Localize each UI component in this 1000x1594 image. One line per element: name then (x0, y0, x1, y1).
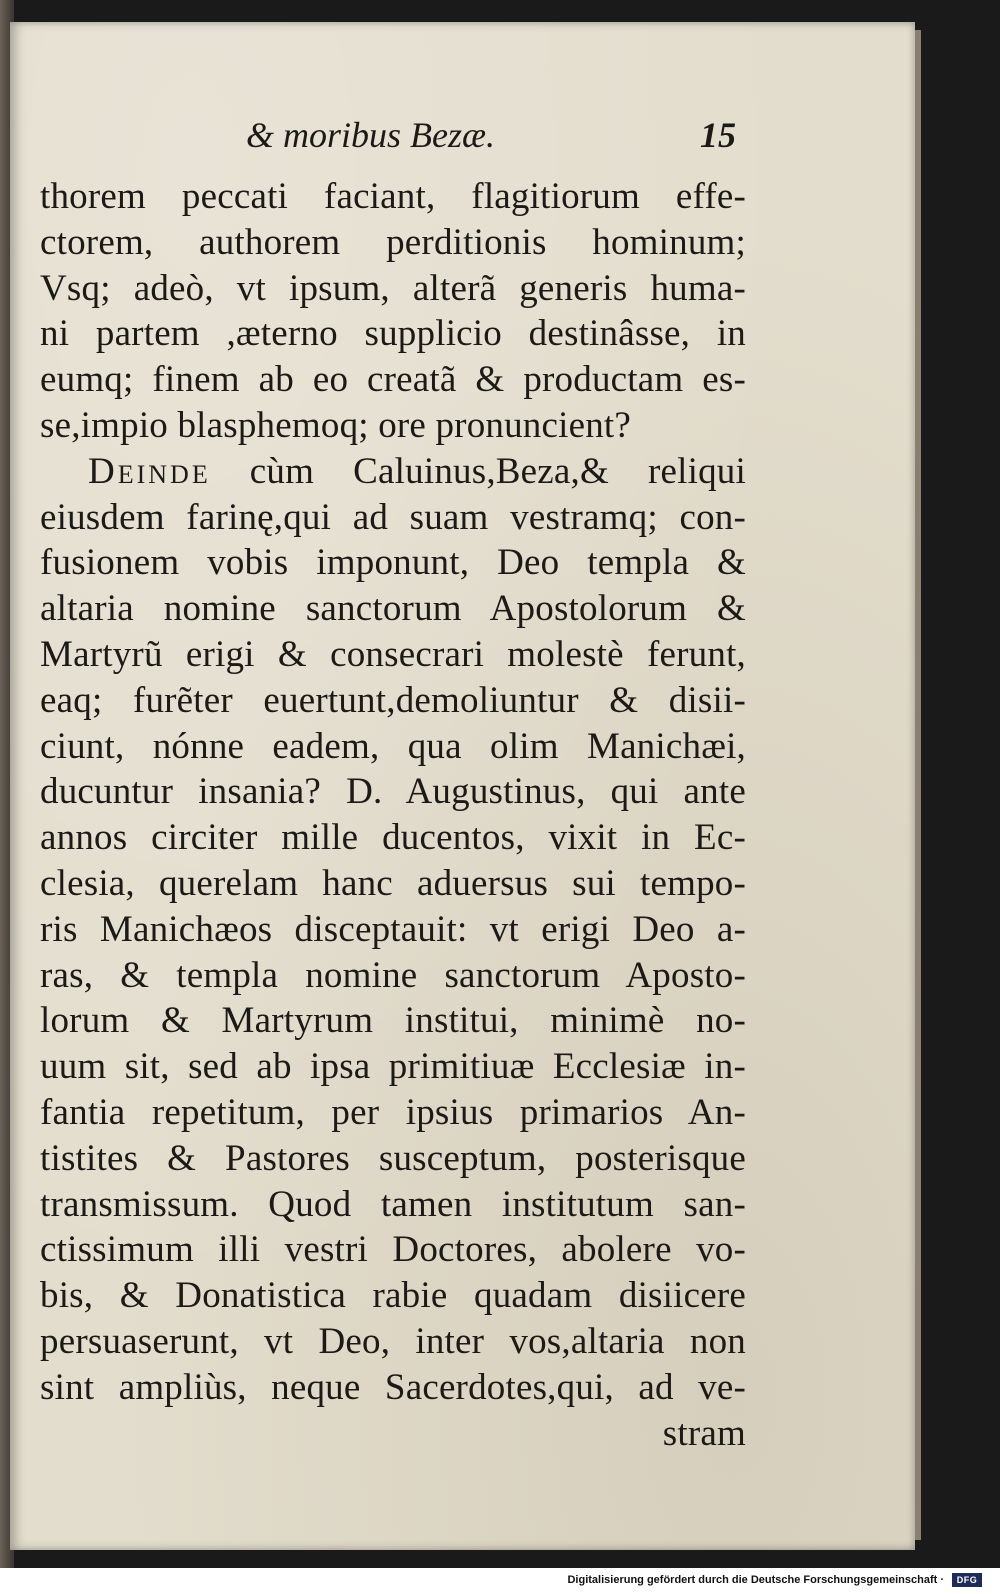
text-line: Martyrũ erigi & consecrari molestè ferunt, (40, 633, 746, 675)
page-number: 15 (700, 115, 736, 155)
text-line: Vsq; adeò, vt ipsum, alterã generis huma- (40, 267, 746, 309)
text-line: ni partem ,æterno supplicio destinâsse, in (40, 313, 746, 355)
page-header (10, 114, 915, 164)
text-line: tistites & Pastores susceptum, posterisque (40, 1137, 746, 1179)
text-line: eiusdem farinę,qui ad suam vestramq; con- (40, 496, 746, 538)
text-line: fusionem vobis imponunt, Deo templa & (40, 542, 746, 584)
digitization-footer (0, 1568, 1000, 1594)
text-line: annos circiter mille ducentos, vixit in Ec- (40, 817, 746, 859)
initial-word: Deinde (88, 450, 211, 492)
text-line: transmissum. Quod tamen institutum san- (40, 1183, 746, 1225)
text-line: persuaserunt, vt Deo, inter vos,altaria non (40, 1320, 746, 1362)
text-line: ciunt, nónne eadem, qua olim Manichæi, (40, 725, 746, 767)
text-line: fantia repetitum, per ipsius primarios An- (40, 1091, 746, 1133)
text-line: ris Manichæos disceptauit: vt erigi Deo a- (40, 908, 746, 950)
text-line: lorum & Martyrum institui, minimè no- (40, 1000, 746, 1042)
text-line: eaq; furẽter euertunt,demoliuntur & disii- (40, 679, 746, 721)
text-line: ducuntur insania? D. Augustinus, qui ante (40, 771, 746, 813)
book-page (10, 22, 915, 1550)
text-line: ctissimum illi vestri Doctores, abolere vo- (40, 1229, 746, 1271)
catchword: stram (662, 1412, 746, 1454)
body-text (40, 174, 746, 1456)
funding-credit: Digitalisierung gefördert durch die Deutsche Forschungsgemeinschaft · (567, 1574, 944, 1586)
text-line: eumq; finem ab eo creatã & productam es- (40, 359, 746, 401)
paragraph-start-line (40, 449, 746, 495)
text-line: ctorem, authorem perditionis hominum; (40, 221, 746, 263)
text-line: thorem peccati faciant, flagitiorum effe- (40, 176, 746, 217)
text-line: uum sit, sed ab ipsa primitiuæ Ecclesiæ in- (40, 1046, 746, 1088)
page-fore-edge (915, 30, 921, 1540)
dfg-logo-icon: DFG (952, 1573, 982, 1587)
text-line: clesia, querelam hanc aduersus sui tempo- (40, 862, 746, 904)
running-title: & moribus Bezæ. (246, 115, 496, 155)
text-line: se,impio blasphemoq; ore pronuncient? (40, 404, 632, 446)
text-line-rest: cùm Caluinus,Beza,& reliqui (249, 450, 746, 492)
text-line: sint ampliùs, neque Sacerdotes,qui, ad ve- (40, 1366, 746, 1408)
text-line: altaria nomine sanctorum Apostolorum & (40, 588, 746, 630)
text-line: ras, & templa nomine sanctorum Aposto- (40, 954, 746, 996)
text-line: bis, & Donatistica rabie quadam disiicere (40, 1275, 746, 1317)
